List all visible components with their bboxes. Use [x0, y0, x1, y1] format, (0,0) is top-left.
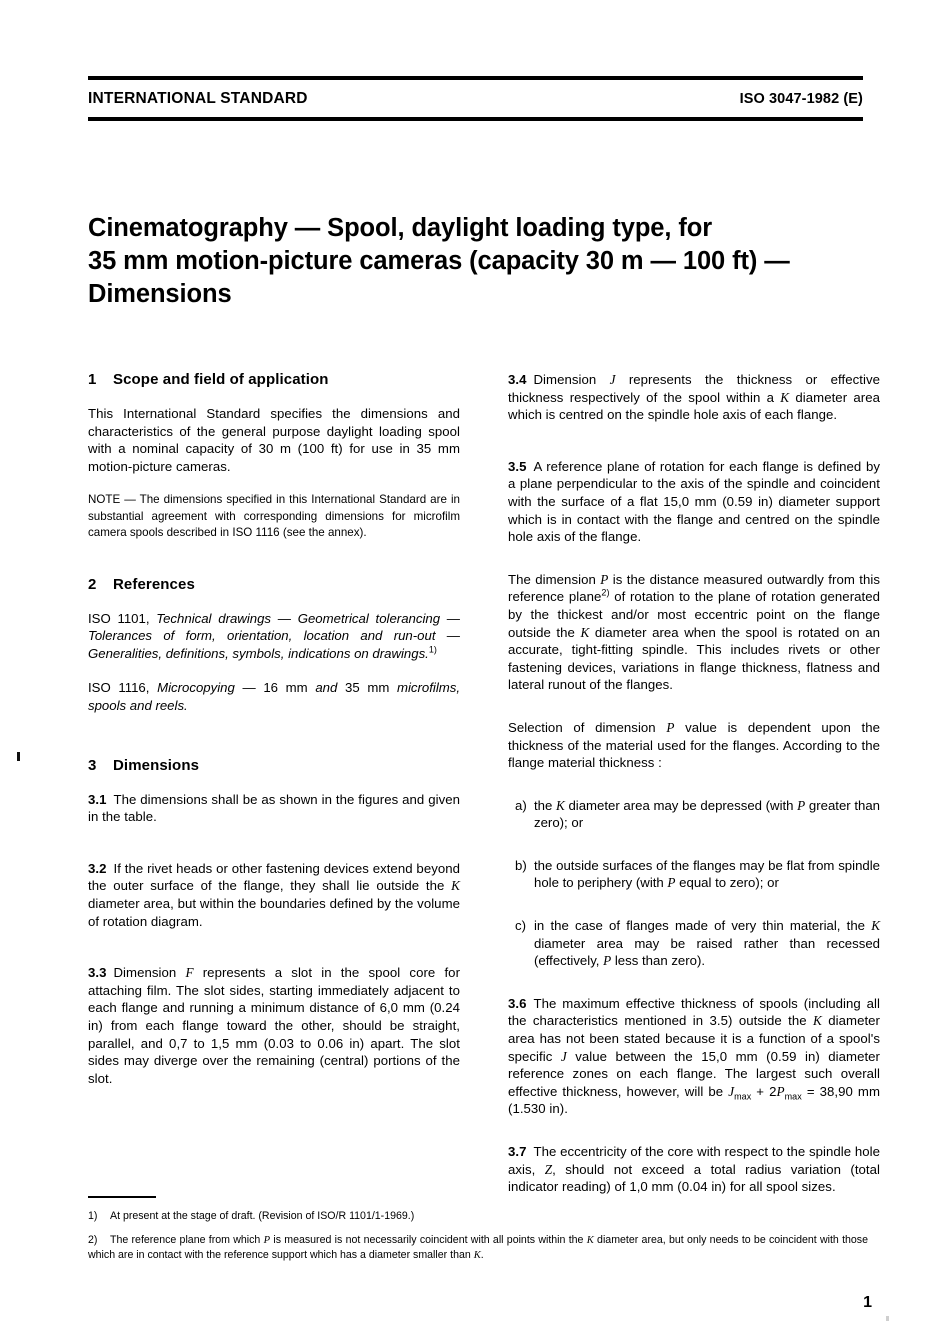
spacer — [508, 849, 880, 857]
variable-k: K — [451, 878, 460, 894]
section-3-number: 3 — [88, 756, 97, 774]
clause-3-5-number: 3.5 — [508, 458, 527, 474]
variable-j: J — [560, 1048, 567, 1064]
title-line-3: Dimensions — [88, 280, 232, 308]
ref1-prefix: ISO 1101, — [88, 610, 157, 626]
subscript-max: max — [784, 1091, 802, 1102]
footnote-separator-rule — [88, 1196, 156, 1198]
section-1-note: NOTE — The dimensions specified in this International Standard are in substantial agreement with corresponding dimensions for microfilm camera spools described in ISO 1116 (see the annex). — [88, 493, 460, 540]
variable-j-max: J — [728, 1083, 735, 1099]
list-marker-a: a) — [515, 797, 527, 813]
clause-3-5-text: A reference plane of rotation for each flange is defined by a plane perpendicular to the axis of the spindle and coincident with the surface of a flat 15,0 mm (0.59 in) diameter support which is in contact with the flange and centred on the spindle hole axis of the flange. — [508, 458, 880, 545]
clause-3-4-number: 3.4 — [508, 372, 527, 387]
section-1-title: Scope and field of application — [113, 371, 329, 388]
clause-3-2-text-b: diameter area, but within the boundaries defined by the volume of rotation diagram. — [88, 895, 460, 929]
spacer — [508, 909, 880, 917]
variable-f: F — [185, 965, 194, 981]
footnote-1-text: At present at the stage of draft. (Revision of ISO/R 1101/1-1969.) — [110, 1210, 415, 1222]
item-c-text-2: diameter area may be raised rather than recessed (effectively, — [534, 935, 880, 969]
clause-3-6-text-c: value between the 15,0 mm (0.59 in) diameter reference zones on each flange. The largest such overall effective thickness, however, will be — [508, 1048, 880, 1099]
p2-text-c: of rotation to the plane of rotation generated by the thickest and/or most eccentric point on the flange outside the — [508, 589, 880, 640]
clause-3-1-text: The dimensions shall be as shown in the figures and given in the table. — [88, 791, 460, 825]
header-standard-label: INTERNATIONAL STANDARD — [88, 90, 308, 107]
spacer — [88, 559, 460, 576]
variable-k: K — [556, 797, 565, 813]
subscript-max: max — [734, 1091, 752, 1102]
scan-speck-artifact — [886, 1316, 889, 1321]
variable-j: J — [609, 372, 616, 387]
list-marker-b: b) — [515, 857, 527, 873]
page-title — [88, 212, 878, 311]
clause-3-5-paragraph-3 — [508, 719, 880, 772]
header-standard-number: ISO 3047-1982 (E) — [739, 91, 863, 107]
item-b-text-1: the outside surfaces of the flanges may be flat from spindle hole to periphery (with — [534, 857, 880, 891]
clause-3-6-text-b: diameter area has not been stated because it is a function of a spool's specific — [508, 1013, 881, 1064]
clause-3-1-number: 3.1 — [88, 791, 107, 807]
clause-3-3 — [88, 964, 460, 1087]
spacer — [88, 843, 460, 860]
footnote-2-number: 2) — [88, 1234, 98, 1246]
clause-3-2-number: 3.2 — [88, 860, 107, 876]
ref2-mid-2: 35 mm — [337, 680, 397, 696]
ref1-title: Technical drawings — Geometrical tolerancing — Tolerances of form, orientation, location and run-out — Generalities, definitions, symbols, indications on drawings. — [88, 610, 460, 661]
spacer — [508, 987, 880, 995]
clause-3-2 — [88, 860, 460, 930]
section-2-number: 2 — [88, 575, 97, 593]
ref2-title-a: Microcopying — [157, 680, 235, 696]
clause-3-3-number: 3.3 — [88, 965, 107, 981]
spacer — [88, 732, 460, 749]
section-heading-1 — [88, 371, 460, 388]
clause-3-4 — [508, 371, 880, 424]
clause-3-2-text-a: If the rivet heads or other fastening devices extend beyond the outer surface of the flange, they shall lie outside the — [88, 860, 460, 894]
section-2-title: References — [113, 575, 195, 593]
page-number: 1 — [863, 1294, 872, 1311]
list-marker-c: c) — [515, 918, 526, 934]
spacer — [508, 563, 880, 571]
spacer — [88, 947, 460, 964]
variable-p: P — [263, 1235, 271, 1246]
variable-z: Z — [544, 1161, 553, 1177]
variable-k: K — [473, 1250, 481, 1261]
item-a-text-2: diameter area may be depressed (with — [564, 797, 798, 813]
p2-text-a: The dimension — [508, 571, 601, 587]
section-heading-3 — [88, 757, 460, 774]
footnote-marker-2: 2) — [601, 587, 610, 598]
clause-3-3-text-a: Dimension — [113, 965, 186, 981]
clause-3-7-text-a: The eccentricity of the core with respect to the spindle hole axis, — [508, 1144, 880, 1177]
section-heading-2 — [88, 576, 460, 593]
variable-p: P — [603, 953, 612, 969]
margin-scan-artifact — [17, 752, 20, 761]
ref2-mid: — 16 mm — [234, 680, 316, 696]
variable-p: P — [797, 797, 806, 813]
clause-3-3-text-b: represents a slot in the spool core for attaching film. The slot sides, starting immediately adjacent to each flange and running a minimum distance of 6,0 mm (0.24 in) from each flange toward the other, should be straight, parallel, and 0,7 to 1,5 mm (0.03 to 0.06 in) apart. The slot sides may diverge over the remaining (central) portions of the slot. — [88, 965, 461, 1086]
clause-3-6-text-e: = 38,90 mm (1.530 in). — [508, 1083, 880, 1117]
header-rule-bottom — [88, 117, 863, 121]
p2-text-b: is the distance measured outwardly from this reference plane — [508, 571, 880, 605]
page-header — [88, 76, 863, 121]
p3-text-a: Selection of dimension — [508, 719, 667, 735]
spacer — [508, 789, 880, 797]
footnote-1 — [88, 1209, 868, 1224]
variable-k: K — [780, 389, 790, 405]
clause-3-7-number: 3.7 — [508, 1144, 527, 1159]
variable-p-max: P — [776, 1083, 785, 1099]
spacer — [88, 749, 460, 757]
ref2-title-c: microfilms, spools and reels. — [88, 680, 461, 713]
footnote-2-text-b: is measured is not necessarily coincident with all points within the — [270, 1234, 587, 1246]
ref1-footnote-marker: 1) — [428, 644, 437, 655]
variable-k: K — [586, 1235, 594, 1246]
footnote-2 — [88, 1233, 868, 1263]
spacer — [508, 711, 880, 719]
item-b-text-2: equal to zero); or — [675, 875, 779, 891]
clause-3-4-text-b: represents the thickness or effective thickness respectively of the spool within a — [508, 372, 880, 405]
footnote-2-text-d: . — [480, 1249, 484, 1261]
list-item-c — [508, 917, 880, 970]
footnotes-block — [88, 1196, 868, 1263]
clause-3-6-text-d: + 2 — [751, 1083, 777, 1099]
right-column — [508, 371, 880, 1196]
title-line-2: 35 mm motion-picture cameras (capacity 30 m — 100 ft) — — [88, 247, 790, 275]
ref2-prefix: ISO 1116, — [88, 680, 158, 696]
variable-k: K — [813, 1013, 822, 1029]
item-a-text-1: the — [534, 797, 556, 813]
clause-3-7-text-b: , should not exceed a total radius variation (total indicator reading) of 1,0 mm (0.04 in) for all spool sizes. — [508, 1161, 880, 1195]
variable-p: P — [667, 875, 676, 891]
title-line-1: Cinematography — Spool, daylight loading type, for — [88, 214, 713, 242]
variable-k: K — [580, 624, 590, 640]
spacer — [508, 1135, 880, 1143]
clause-3-4-text-a: Dimension — [533, 372, 610, 387]
item-c-text-1: in the case of flanges made of very thin material, the — [534, 918, 872, 934]
clause-3-6-text-a: The maximum effective thickness of spools (including all the characteristics mentioned in 3.5) outside the — [508, 995, 880, 1029]
reference-iso-1116 — [88, 679, 460, 714]
clause-3-6 — [508, 995, 880, 1118]
reference-iso-1101 — [88, 610, 460, 663]
clause-3-6-number: 3.6 — [508, 995, 527, 1011]
variable-k: K — [871, 918, 880, 934]
section-1-paragraph: This International Standard specifies the dimensions and characteristics of the general purpose daylight loading spool with a nominal capacity of 30 m (100 ft) for use in 35 mm motion-picture cameras. — [88, 406, 460, 474]
clause-3-5-paragraph-2 — [508, 571, 880, 694]
left-column — [88, 371, 460, 1087]
clause-3-1 — [88, 791, 460, 826]
ref2-title-b: and — [315, 680, 338, 696]
variable-p: P — [666, 719, 675, 735]
list-item-b — [508, 857, 880, 892]
clause-3-5 — [508, 458, 880, 546]
item-a-text-3: greater than zero); or — [534, 797, 880, 831]
spacer — [508, 441, 880, 458]
footnote-1-number: 1) — [88, 1210, 98, 1222]
list-item-a — [508, 797, 880, 832]
p2-text-d: diameter area when the spool is rotated on an accurate, tight-fitting spindle. This includes rivets or other fastening devices, variations in flange thickness, flatness and lateral runout of the flanges. — [508, 624, 880, 693]
footnote-2-text-a: The reference plane from which — [110, 1234, 264, 1246]
variable-p: P — [600, 571, 609, 587]
header-row — [88, 80, 863, 117]
clause-3-4-text-c: diameter area which is centred on the spindle hole axis of each flange. — [508, 389, 880, 423]
body-columns — [88, 371, 881, 1195]
section-3-title: Dimensions — [113, 756, 200, 774]
clause-3-7 — [508, 1143, 880, 1196]
p3-text-b: value is dependent upon the thickness of the material used for the flanges. According to the flange material thickness : — [508, 719, 881, 771]
item-c-text-3: less than zero). — [611, 953, 706, 969]
footnote-2-text-c: diameter area, but only needs to be coincident with those which are in contact with the reference support which has a diameter smaller than — [88, 1234, 868, 1261]
section-1-number: 1 — [88, 371, 97, 388]
